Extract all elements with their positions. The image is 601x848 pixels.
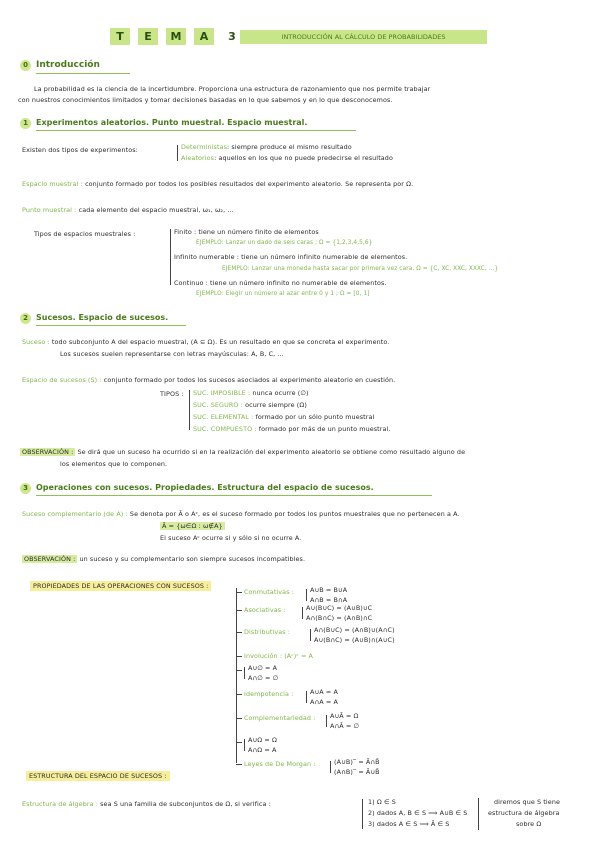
property-formula: A∩Ā = ∅	[330, 722, 360, 730]
estructura-title: ESTRUCTURA DEL ESPACIO DE SUCESOS :	[26, 772, 170, 780]
title-number: 3	[228, 30, 236, 43]
property-formula: A∪(B∩C) = (A∪B)∩(A∪C)	[314, 636, 395, 644]
property-name: Involución : (Aᶜ)ᶜ = A	[244, 652, 313, 660]
deterministas-item: Deterministas: siempre produce el mismo resultado	[181, 143, 352, 151]
section-3-heading: 3 Operaciones con sucesos. Propiedades. Estructura del espacio de sucesos.	[20, 483, 374, 494]
suceso-compuesto: SUC. COMPUESTO : formado por más de un punto muestral.	[193, 425, 391, 433]
property-formula: A∪Ā = Ω	[330, 712, 359, 720]
tipos-espacios-label: Tipos de espacios muestrales :	[34, 230, 136, 238]
title-letter: T	[110, 28, 130, 45]
property-name: Distributivas :	[244, 628, 291, 636]
title-letter: E	[138, 28, 158, 45]
property-formula: A∪A = A	[310, 688, 338, 696]
suceso-def-2: Los sucesos suelen representarse con letras mayúsculas: A, B, C, ...	[60, 350, 284, 358]
observacion-s2: OBSERVACIÓN : Se dirá que un suceso ha ocurrido si en la realización del experimento aleatorio se obtiene como resultado alguno de	[22, 448, 466, 456]
suceso-seguro: SUC. SEGURO : ocurre siempre (Ω)	[193, 401, 307, 409]
infinito-numerable-example: EJEMPLO: Lanzar una moneda hasta sacar por primera vez cara. Ω = {C, XC, XXC, XXXC, ...}	[222, 266, 499, 272]
property-name: Asociativas :	[244, 606, 286, 614]
property-formula: A∩∅ = ∅	[248, 674, 279, 682]
algebra-cond-1: 1) Ω ∈ S	[368, 798, 396, 806]
section-1-heading: 1 Experimentos aleatorios. Punto muestral. Espacio muestral.	[20, 118, 307, 129]
section-0-heading: 0 Introducción	[20, 60, 100, 71]
tipos-label: TIPOS :	[160, 390, 184, 398]
aleatorios-item: Aleatorios: aquellos en los que no puede predecirse el resultado	[181, 154, 393, 162]
title-letter: M	[166, 28, 186, 45]
suceso-def: Suceso : todo subconjunto A del espacio muestral, (A ⊆ Ω). Es un resultado en que se concreta el experimento.	[22, 338, 390, 346]
property-formula: (A∪B)‾ = Ā∩B̄	[334, 758, 380, 766]
property-formula: A∪Ω = Ω	[248, 736, 277, 744]
existen-text: Existen dos tipos de experimentos:	[22, 146, 138, 154]
suceso-imposible: SUC. IMPOSIBLE : nunca ocurre (∅)	[193, 389, 309, 397]
continuo-example: EJEMPLO: Elegir un número al azar entre 0 y 1 ; Ω = [0, 1]	[196, 291, 370, 297]
algebra-conclusion-2: estructura de álgebra	[488, 809, 560, 817]
algebra-cond-3: 3) dados A ∈ S ⟹ Ā ∈ S	[368, 820, 450, 828]
property-formula: A∩A = A	[310, 698, 338, 706]
property-formula: A∩(B∩C) = (A∩B)∩C	[306, 614, 373, 622]
property-formula: A∪∅ = A	[248, 664, 278, 672]
infinito-numerable-item: Infinito numerable : tiene un número infinito numerable de elementos.	[174, 253, 408, 261]
title-subtitle: INTRODUCCIÓN AL CÁLCULO DE PROBABILIDADES	[240, 30, 487, 44]
continuo-item: Continuo : tiene un número infinito no numerable de elementos.	[174, 279, 387, 287]
property-formula: (A∩B)‾ = Ā∪B̄	[334, 768, 380, 776]
complementario-def: Suceso complementario (de A) : Se denota por Ā o Aᶜ, es el suceso formado por todos los puntos muestrales que no pertenecen a A.	[22, 510, 460, 518]
intro-line-2: con nuestros conocimientos limitados y tomar decisiones basadas en lo que sabemos y en lo que desconocemos.	[18, 96, 393, 104]
finito-item: Finito : tiene un número finito de elementos	[174, 228, 319, 236]
punto-muestral-def: Punto muestral : cada elemento del espacio muestral, ω₁, ω₂, ...	[22, 206, 234, 214]
property-formula: A∪(B∪C) = (A∪B)∪C	[306, 604, 373, 612]
property-name: Conmutativas :	[244, 588, 295, 596]
observacion-s3: OBSERVACIÓN : un suceso y su complementario son siempre sucesos incompatibles.	[24, 555, 306, 563]
section-2-heading: 2 Sucesos. Espacio de sucesos.	[20, 313, 168, 324]
property-formula: A∪B = B∪A	[310, 586, 348, 594]
intro-line-1: La probabilidad es la ciencia de la incertidumbre. Proporciona una estructura de razonamiento que nos permite trabajar	[34, 85, 431, 93]
observacion-s2-2: los elementos que lo componen.	[60, 460, 168, 468]
complementario-formula: Ā = {ω∈Ω : ω∉A}	[162, 522, 223, 530]
title-letter: A	[194, 28, 214, 45]
property-name: Leyes de De Morgan :	[244, 760, 316, 768]
algebra-cond-2: 2) dados A, B ∈ S ⟹ A∪B ∈ S	[368, 809, 468, 817]
complementario-nota: El suceso Aᶜ ocurre si y sólo si no ocurre A.	[160, 534, 302, 542]
algebra-conclusion-1: diremos que S tiene	[494, 798, 560, 806]
finito-example: EJEMPLO: Lanzar un dado de seis caras ; Ω = {1,2,3,4,5,6}	[196, 240, 373, 246]
property-formula: A∩Ω = A	[248, 746, 277, 754]
algebra-def: Estructura de álgebra : sea S una familia de subconjuntos de Ω, si verifica :	[22, 800, 271, 808]
property-name: Complementariedad :	[244, 714, 316, 722]
espacio-muestral-def: Espacio muestral : conjunto formado por todos los posibles resultados del experimento aleatorio. Se representa por Ω.	[22, 180, 414, 188]
algebra-conclusion-3: sobre Ω	[516, 820, 542, 828]
suceso-elemental: SUC. ELEMENTAL : formado por un sólo punto muestral	[193, 413, 375, 421]
property-formula: A∩B = B∩A	[310, 596, 348, 604]
property-name: Idempotencia :	[244, 690, 294, 698]
espacio-sucesos-def: Espacio de sucesos (S) : conjunto formado por todos los sucesos asociados al experimento aleatorio en cuestión.	[22, 376, 396, 384]
property-formula: A∩(B∪C) = (A∩B)∪(A∩C)	[314, 626, 395, 634]
propiedades-title: PROPIEDADES DE LAS OPERACIONES CON SUCESOS :	[30, 582, 211, 590]
